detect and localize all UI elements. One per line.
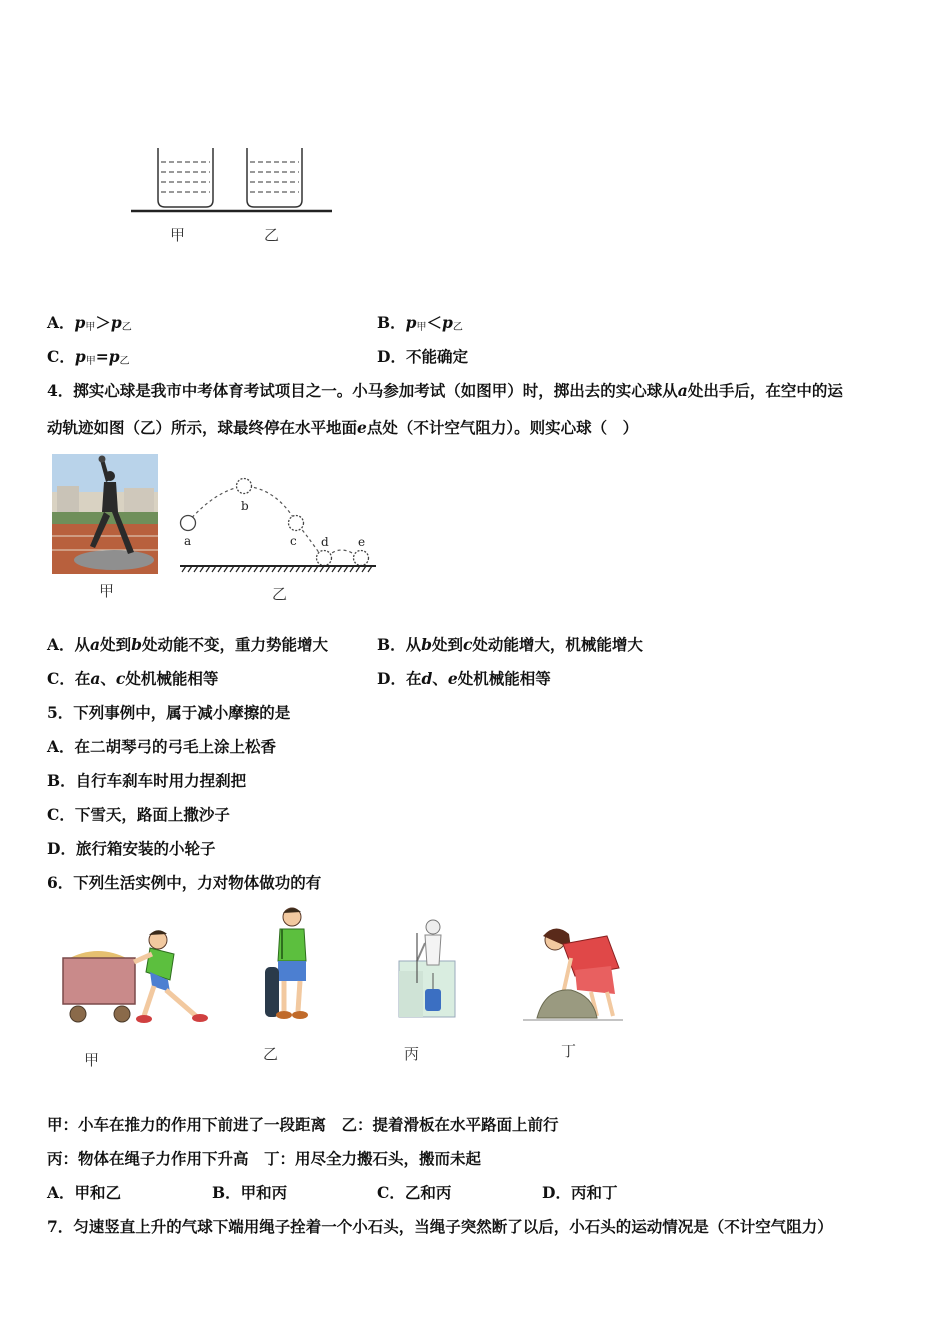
q7-stem: 7．匀速竖直上升的气球下端用绳子拴着一个小石头，当绳子突然断了以后，小石头的运动情况是（不计空气阻力） bbox=[47, 1217, 833, 1236]
q6-label-ding: 丁 bbox=[561, 1042, 577, 1060]
q6-option-d: D．丙和丁 bbox=[542, 1183, 618, 1202]
q6-figure-ding-lift-stone bbox=[515, 918, 627, 1026]
ball-a bbox=[181, 516, 196, 531]
q4-stem-line1: 4．掷实心球是我市中考体育考试项目之一。小马参加考试（如图甲）时，掷出去的实心球从a处出手后，在空中的运 bbox=[47, 381, 843, 400]
q5-stem: 5．下列事例中，属于减小摩擦的是 bbox=[47, 703, 291, 722]
q5-option-c: C．下雪天，路面上撒沙子 bbox=[47, 805, 230, 824]
q3-option-c: C．$p_甲=p_乙$ bbox=[47, 347, 130, 367]
ball-c bbox=[289, 516, 304, 531]
q4-option-d: D．在d、e处机械能相等 bbox=[377, 669, 551, 688]
label-e: e bbox=[358, 535, 366, 549]
q4-stem-line2: 动轨迹如图（乙）所示，球最终停在水平地面e点处（不计空气阻力）。则实心球（ ） bbox=[47, 418, 639, 437]
label-d: d bbox=[321, 535, 329, 549]
q4-label-jia: 甲 bbox=[99, 582, 115, 600]
q4-option-c: C．在a、c处机械能相等 bbox=[47, 669, 219, 688]
q4-option-b: B．从b处到c处动能增大，机械能增大 bbox=[377, 635, 643, 654]
ball-d bbox=[317, 551, 332, 566]
q6-option-a: A．甲和乙 bbox=[47, 1183, 122, 1202]
q6-figure-yi-carry-skateboard bbox=[260, 903, 320, 1028]
label-a: a bbox=[184, 534, 192, 548]
ball-b bbox=[237, 479, 252, 494]
q6-desc-line1: 甲：小车在推力的作用下前进了一段距离 乙：提着滑板在水平路面上前行 bbox=[47, 1115, 559, 1134]
q6-figure-jia-push-cart bbox=[58, 920, 216, 1028]
q4-label-yi: 乙 bbox=[272, 585, 288, 603]
q3-label-jia: 甲 bbox=[170, 226, 186, 244]
q3-label-yi: 乙 bbox=[264, 226, 280, 244]
q5-option-d: D．旅行箱安装的小轮子 bbox=[47, 839, 216, 858]
ball-e bbox=[354, 551, 369, 566]
q4-option-a: A．从a处到b处动能不变，重力势能增大 bbox=[47, 635, 328, 654]
q6-option-b: B．甲和丙 bbox=[212, 1183, 288, 1202]
q3-option-d: D．不能确定 bbox=[377, 347, 468, 366]
q6-label-jia: 甲 bbox=[84, 1051, 100, 1069]
q6-option-c: C．乙和丙 bbox=[377, 1183, 452, 1202]
q6-desc-line2: 丙：物体在绳子力作用下升高 丁：用尽全力搬石头，搬而未起 bbox=[47, 1149, 482, 1168]
q3-beakers-figure bbox=[128, 145, 338, 220]
q3-option-b: B．$p_甲<p_乙$ bbox=[377, 313, 463, 333]
q5-option-a: A．在二胡琴弓的弓毛上涂上松香 bbox=[47, 737, 277, 756]
q6-label-yi: 乙 bbox=[263, 1045, 279, 1063]
q3-option-a: A．$p_甲>p_乙$ bbox=[47, 313, 132, 333]
q6-stem: 6．下列生活实例中，力对物体做功的有 bbox=[47, 873, 322, 892]
q5-option-b: B．自行车刹车时用力捏刹把 bbox=[47, 771, 247, 790]
q4-thrower-photo bbox=[52, 454, 158, 574]
label-b: b bbox=[241, 499, 249, 513]
q6-label-bing: 丙 bbox=[404, 1045, 420, 1063]
trajectory-path bbox=[188, 486, 361, 560]
label-c: c bbox=[290, 534, 297, 548]
q6-figure-bing-lift-object bbox=[395, 913, 460, 1018]
beaker-yi bbox=[247, 148, 302, 207]
beaker-jia bbox=[158, 148, 213, 207]
q4-trajectory-figure bbox=[176, 470, 381, 578]
